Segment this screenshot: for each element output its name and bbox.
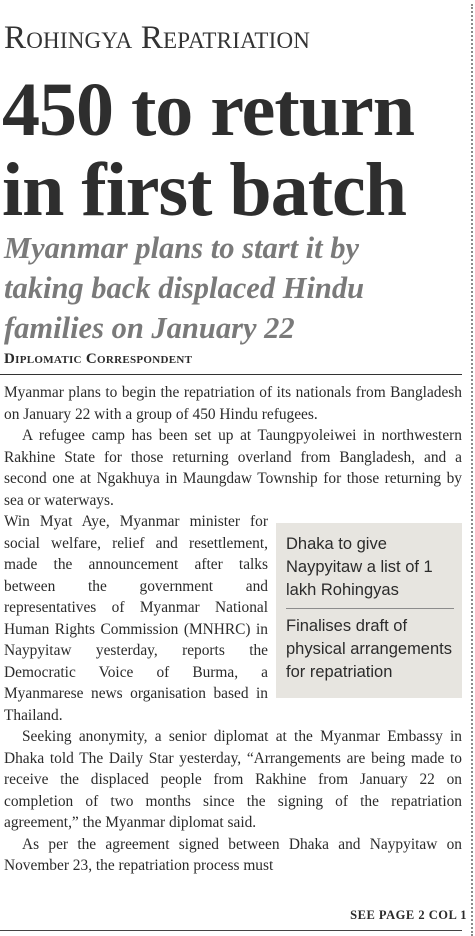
kicker: Rohingya Repatriation [4,20,311,56]
continuation-note: SEE PAGE 2 COL 1 [350,908,467,922]
highlights-sidebar [276,523,462,698]
bottom-rule [0,930,462,931]
subheadline-line-1: Myanmar plans to start it by [4,231,360,265]
highlight-1: Dhaka to give Naypyitaw a list of 1 lakh Rohingyas [286,535,433,599]
subheadline [4,228,464,348]
paragraph-3-text: Win Myat Aye, Myanmar minister for social welfare, relief and resettlement, made the announcement after talks between the government and representatives of Myanmar National Human Rights Commission (MNHRC) in Naypyitaw yesterday, reports the Democratic Voice of Burma, a Myanmarese news organisation based in Thailand. [4,513,268,724]
paragraph-1: Myanmar plans to begin the repatriation of its nationals from Bangladesh on January 22 with a group of 450 Hindu refugees. [4,384,462,423]
subheadline-line-2: taking back displaced Hindu [4,271,365,305]
headline-line-2: in first batch [2,148,406,232]
headline [2,70,468,230]
highlight-2: Finalises draft of physical arrangements for repatriation [286,617,452,681]
paragraph-4: Seeking anonymity, a senior diplomat at the Myanmar Embassy in Dhaka told The Daily Star yesterday, “Arrangements are being made to receive the displaced people from Rakhine from January 22 on completion of two months since the signing of the repatriation agreement,” the Myanmar diplomat said. [4,728,462,831]
byline-rule [0,374,462,375]
column-divider [471,4,473,936]
article-body [4,382,462,877]
headline-line-1: 450 to return [2,68,414,152]
paragraph-2: A refugee camp has been set up at Taungpyoleiwei in northwestern Rakhine State for those returning overland from Bangladesh, and a second one at Ngakhuya in Maungdaw Township for those returning by sea or waterways. [4,427,462,509]
byline: Diplomatic Correspondent [4,351,193,367]
subheadline-line-3: families on January 22 [4,311,295,345]
paragraph-5: As per the agreement signed between Dhaka and Naypyitaw on November 23, the repatriation process must [4,835,462,874]
highlight-divider [286,608,454,609]
